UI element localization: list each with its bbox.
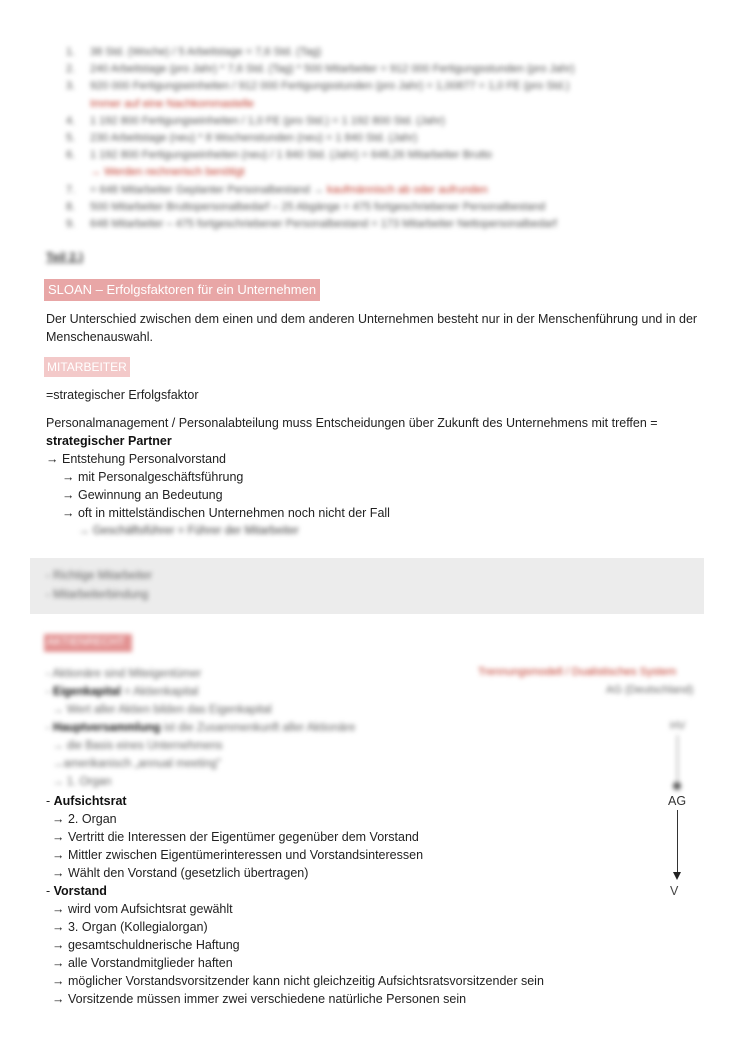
aktg-line-text: amerikanisch „annual meeting" xyxy=(63,758,221,770)
aktg-line-text: Wert aller Aktien bilden das Eigenkapital xyxy=(66,704,272,716)
hv-connector xyxy=(677,735,678,783)
list-text: 230 Arbeitstage (neu) * 8 Wochenstunden (neu) = 1 840 Std. (Jahr) xyxy=(90,132,418,145)
arrow-icon: → xyxy=(52,758,64,770)
entstehung-text: Entstehung Personalvorstand xyxy=(61,452,226,466)
arrow-icon: → xyxy=(52,974,65,988)
aktg-line xyxy=(46,719,355,737)
definition: ist die Zusammenkunft aller Aktionäre xyxy=(163,722,356,734)
arrow-icon: → xyxy=(52,992,65,1006)
mitarbeiter-label: MITARBEITER xyxy=(44,357,130,377)
aktg-line-text: 1. Organ xyxy=(66,776,112,788)
personal-paragraph: Personalmanagement / Personalabteilung muss Entscheidungen über Zukunft des Unternehmens mit treffen = xyxy=(46,416,658,430)
sloan-paragraph: Der Unterschied zwischen dem einen und dem anderen Unternehmen besteht nur in der Menschenführung und in der Menschenauswahl. xyxy=(46,312,698,344)
ag-to-v-connector xyxy=(677,810,678,875)
list-item xyxy=(66,113,686,130)
vorstand-title: Vorstand xyxy=(53,884,107,898)
arrow-icon: → xyxy=(52,848,65,862)
list-text: 240 Arbeitstage (pro Jahr) * 7,6 Std. (Tag) * 500 Mitarbeiter = 912 000 Fertigungsstunden (pro Jahr) xyxy=(90,63,575,76)
list-number: 9. xyxy=(66,218,76,231)
arrow-icon: → xyxy=(52,704,64,716)
list-note-text: Werden rechnerisch benötigt xyxy=(104,166,245,179)
list-number: 7. xyxy=(66,183,76,196)
list-text: 500 Mitarbeiter Bruttopersonalbedarf – 25 Abgänge = 475 fortgeschriebener Personalbestand xyxy=(90,200,546,213)
aktg-line-text: die Basis eines Unternehmens xyxy=(66,740,223,752)
vorstand-item-text: Vorsitzende müssen immer zwei verschiedene natürliche Personen sein xyxy=(67,992,467,1006)
list-item xyxy=(66,147,686,164)
list-item xyxy=(66,199,686,216)
arrow-icon: → xyxy=(62,506,75,520)
aufsichtsrat-item xyxy=(52,810,117,828)
arrow-down-icon xyxy=(673,872,681,880)
dash: - xyxy=(46,884,54,898)
vorstand-item xyxy=(52,900,233,918)
list-number: 8. xyxy=(66,200,76,213)
aktienrecht-label-text: AKTIENRECHT xyxy=(47,636,125,648)
list-number: 1. xyxy=(66,46,76,58)
sub-item-text: mit Personalgeschäftsführung xyxy=(77,470,244,484)
hv-label: HV xyxy=(670,720,686,732)
term: Eigenkapital xyxy=(53,686,121,698)
list-number: 6. xyxy=(66,149,76,162)
sub-item xyxy=(62,468,243,486)
list-note xyxy=(66,164,686,181)
sub-item-text: Gewinnung an Bedeutung xyxy=(77,488,223,502)
ag-label: AG xyxy=(668,794,687,808)
aufsichtsrat-item-text: 2. Organ xyxy=(67,812,117,826)
arrow-icon: → xyxy=(312,183,324,196)
arrow-icon: → xyxy=(52,938,65,952)
gray-note-line: - Mitarbeiterbindung xyxy=(46,589,149,601)
strategic-partner: strategischer Partner xyxy=(46,434,172,448)
entstehung-line xyxy=(46,450,226,468)
aktg-line xyxy=(52,701,272,719)
vorstand-item xyxy=(52,954,233,972)
aktg-line: - Aktionäre sind Miteigentümer xyxy=(46,668,202,680)
section-heading: Teil 2.) xyxy=(46,250,84,264)
arrow-icon: → xyxy=(52,740,64,752)
aufsichtsrat-item xyxy=(52,864,308,882)
arrow-icon: → xyxy=(52,920,65,934)
vorstand-item-text: gesamtschuldnerische Haftung xyxy=(67,938,240,952)
sloan-title: SLOAN – Erfolgsfaktoren für ein Unternehmen xyxy=(44,279,320,301)
list-text: 1 192 800 Fertigungseinheiten / 1,0 FE (pro Std.) = 1 192 800 Std. (Jahr) xyxy=(90,114,445,127)
arrow-icon: → xyxy=(52,830,65,844)
calculation-list xyxy=(66,44,686,233)
arrow-icon: → xyxy=(90,166,101,179)
aktg-line xyxy=(46,683,198,701)
aktg-line xyxy=(52,773,111,791)
system-label: Trennungsmodell / Dualistisches System xyxy=(478,666,677,678)
strategic-factor: =strategischer Erfolgsfaktor xyxy=(46,388,199,402)
aufsichtsrat-item xyxy=(52,846,423,864)
gray-note-box xyxy=(30,558,704,614)
list-number: 5. xyxy=(66,132,76,145)
term: Hauptversammlung xyxy=(53,722,161,734)
aufsichtsrat-item-text: Wählt den Vorstand (gesetzlich übertragen) xyxy=(67,866,309,880)
arrow-icon: → xyxy=(52,956,65,970)
arrow-icon: → xyxy=(52,902,65,916)
aktg-line xyxy=(52,737,223,755)
vorstand-heading xyxy=(46,882,107,900)
v-label: V xyxy=(670,884,679,898)
list-number: 3. xyxy=(66,80,76,93)
vorstand-item xyxy=(52,936,240,954)
list-item xyxy=(66,61,686,78)
list-item xyxy=(66,44,686,61)
arrow-icon: → xyxy=(46,452,59,466)
aktg-line xyxy=(52,755,221,773)
definition: = Aktienkapital xyxy=(123,686,199,698)
vorstand-item xyxy=(52,918,208,936)
dash: - xyxy=(46,794,54,808)
list-text: 1 192 800 Fertigungseinheiten (neu) / 1 840 Std. (Jahr) = 648,26 Mitarbeiter Brutto xyxy=(90,149,493,162)
list-suffix: kaufmännisch ab oder aufrunden xyxy=(326,183,488,196)
dash: - xyxy=(46,722,54,734)
arrow-icon: → xyxy=(52,812,65,826)
sub-sub-item xyxy=(78,522,299,540)
arrow-icon: → xyxy=(62,470,75,484)
list-item xyxy=(66,182,686,199)
aufsichtsrat-item-text: Vertritt die Interessen der Eigentümer gegenüber dem Vorstand xyxy=(67,830,419,844)
list-text: 920 000 Fertigungseinheiten / 912 000 Fertigungsstunden (pro Jahr) = 1,00877 = 1,0 FE (pro Std.) xyxy=(90,80,570,93)
sub-item-text: oft in mittelständischen Unternehmen noch nicht der Fall xyxy=(77,506,390,520)
list-text: 38 Std. (Woche) / 5 Arbeitstage = 7,6 Std. (Tag) xyxy=(90,46,322,58)
list-item xyxy=(66,78,686,95)
list-number: 4. xyxy=(66,114,76,127)
vorstand-item xyxy=(52,972,544,990)
aufsichtsrat-item-text: Mittler zwischen Eigentümerinteressen und Vorstandsinteressen xyxy=(67,848,424,862)
vorstand-item-text: alle Vorstandmitglieder haften xyxy=(67,956,233,970)
sub-sub-item-text: Geschäftsführer = Führer der Mitarbeiter xyxy=(92,525,299,537)
vorstand-item xyxy=(52,990,466,1008)
list-note: Immer auf eine Nachkommastelle xyxy=(90,97,254,110)
arrow-icon: → xyxy=(52,866,65,880)
list-text: = 648 Mitarbeiter Geplanter Personalbestand xyxy=(90,183,310,196)
list-item xyxy=(66,216,686,233)
arrow-icon: → xyxy=(52,776,64,788)
sub-item xyxy=(62,504,390,522)
vorstand-item-text: wird vom Aufsichtsrat gewählt xyxy=(67,902,233,916)
sub-item xyxy=(62,486,223,504)
arrow-icon: → xyxy=(78,525,90,537)
list-text: 648 Mitarbeiter – 475 fortgeschriebener Personalbestand = 173 Mitarbeiter Nettopersonalbedarf xyxy=(90,218,557,231)
aufsichtsrat-title: Aufsichtsrat xyxy=(53,794,127,808)
aufsichtsrat-item xyxy=(52,828,419,846)
vorstand-item-text: 3. Organ (Kollegialorgan) xyxy=(67,920,208,934)
dash: - xyxy=(46,686,54,698)
connector-dot xyxy=(673,782,681,790)
arrow-icon: → xyxy=(62,488,75,502)
country-label: AG (Deutschland) xyxy=(606,684,694,696)
vorstand-item-text: möglicher Vorstandsvorsitzender kann nicht gleichzeitig Aufsichtsratsvorsitzender sein xyxy=(67,974,544,988)
list-number: 2. xyxy=(66,63,76,76)
aufsichtsrat-heading xyxy=(46,792,127,810)
gray-note-line: - Richtige Mitarbeiter xyxy=(46,570,153,582)
aktienrecht-label xyxy=(44,634,132,652)
list-item xyxy=(66,130,686,147)
